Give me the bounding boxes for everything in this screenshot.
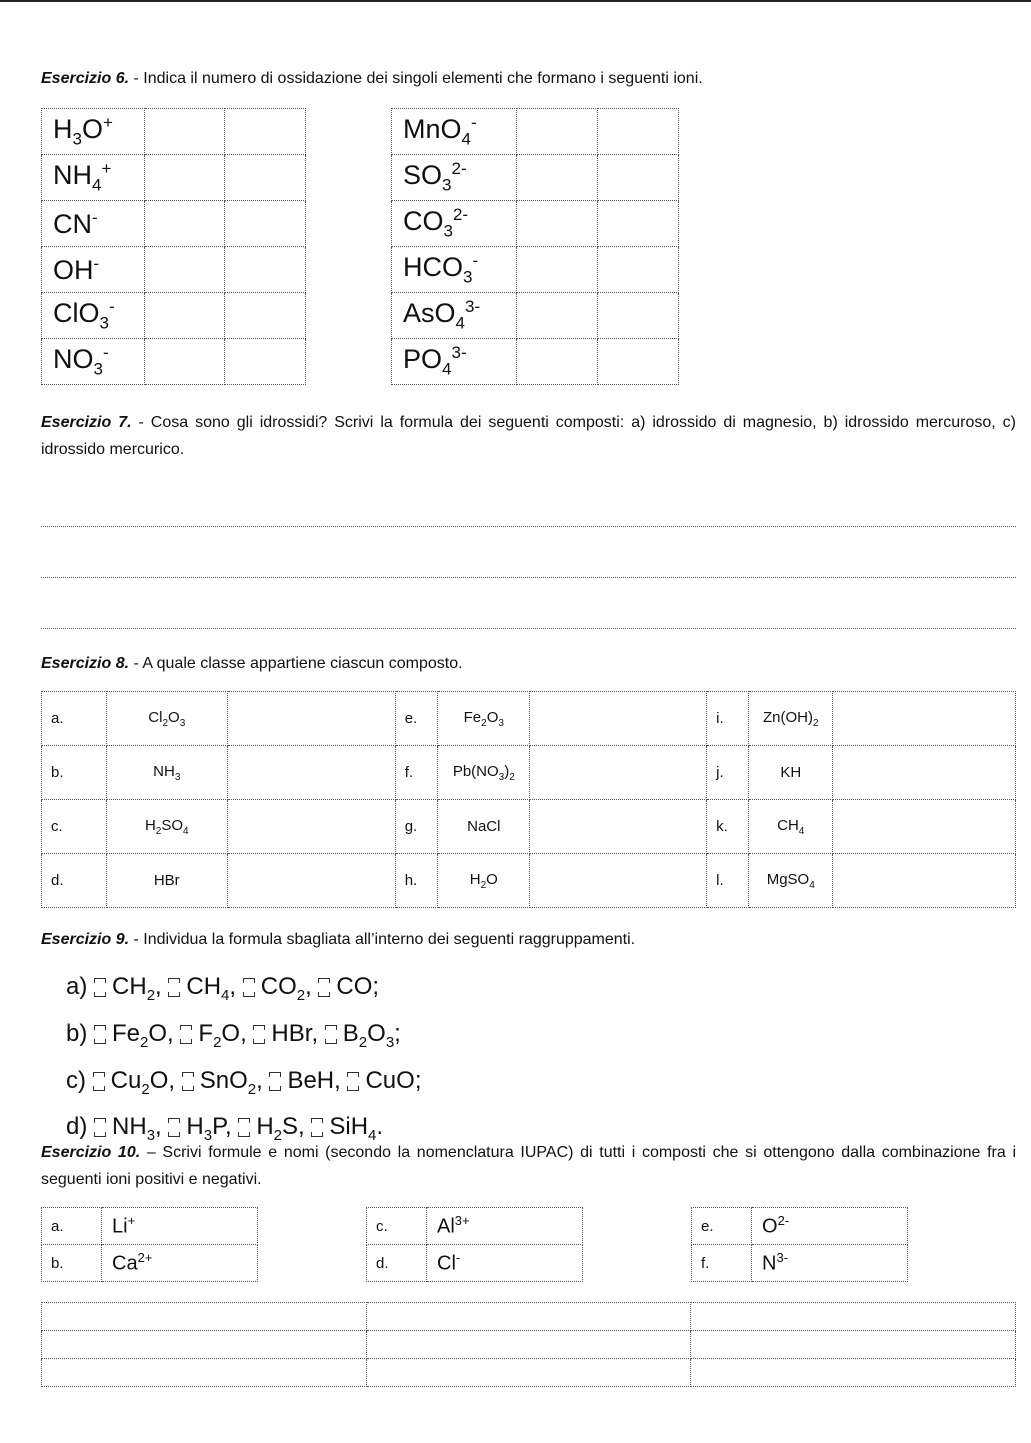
classification-table [41,691,1016,908]
answer-cell[interactable] [144,293,225,339]
formula-group: b) $Fe_2O$, $F_2O$, HBr, $B_2O_3$; [66,1019,401,1051]
item-letter: d. [42,854,107,908]
ion-formula-cell: AsO$_4^{3-}$ [392,293,517,339]
class-answer-cell[interactable] [530,854,707,908]
exercise-7-title: Esercizio 7. [41,414,132,431]
compound-formula: NaCl [438,800,530,854]
checkbox[interactable] [93,1072,105,1091]
formula-option: CO [336,973,373,1000]
exercise-7-heading [41,409,1016,463]
ion-formula-cell: $NO_3^-$ [42,339,145,385]
subscript: 3 [385,1033,395,1051]
formula-option: $Cu_2O$ [110,1066,169,1098]
ion-letter: b. [42,1245,102,1282]
checkbox[interactable] [180,1025,192,1044]
subscript: 2 [162,717,169,729]
top-border [0,0,1031,2]
exercise-6-title: Esercizio 6. [41,70,130,87]
class-answer-cell[interactable] [227,746,395,800]
answer-cell[interactable] [598,293,679,339]
oxidation-table-left [41,108,306,385]
subscript: 2 [155,825,162,837]
item-letter: l. [707,854,749,908]
ion-formula-cell: $SO_3^{2-}$ [392,155,517,201]
checkbox[interactable] [243,978,255,997]
charge-superscript: + [102,113,113,133]
formula-option: $CH_4$ [186,973,230,1004]
ion-symbol: $O^{2-}$ [752,1208,908,1245]
subscript: 3 [203,1127,213,1145]
answer-cell[interactable] [517,109,598,155]
answer-cell[interactable] [517,339,598,385]
answer-cell[interactable] [42,1359,367,1387]
answer-cell[interactable] [225,247,306,293]
answer-cell[interactable] [366,1303,691,1331]
answer-cell[interactable] [691,1331,1016,1359]
answer-table [41,1302,1016,1387]
subscript: 4 [183,825,189,837]
subscript: 2 [141,1080,150,1098]
ions-table-a [41,1207,258,1282]
formula-option: HBr [271,1019,312,1047]
oxidation-table-right [391,108,679,385]
subscript: 3 [463,267,473,287]
item-letter: b. [42,746,107,800]
answer-cell[interactable] [691,1303,1016,1331]
exercise-9-heading [41,926,635,953]
compound-formula: HBr [106,854,227,908]
exercise-10-heading [41,1139,1016,1193]
ion-formula-cell: $H_3O^+$ [42,109,145,155]
checkbox[interactable] [347,1072,359,1091]
exercise-8-heading [41,650,463,677]
formula-option: $CH_2$ [112,973,156,1004]
checkbox[interactable] [94,1025,106,1044]
checkbox[interactable] [94,978,106,997]
subscript: 3 [93,359,103,379]
charge-superscript: - [93,253,100,273]
formula-option: BeH [287,1066,335,1094]
subscript: 2 [481,717,487,729]
item-letter: i. [707,692,749,746]
formula-group: a) $CH_2$, $CH_4$, $CO_2$, CO; [66,973,380,1004]
answer-cell[interactable] [144,247,225,293]
class-answer-cell[interactable] [530,746,707,800]
subscript: 3 [443,221,453,241]
answer-cell[interactable] [144,201,225,247]
answer-line[interactable] [41,577,1016,579]
ion-letter: c. [367,1208,427,1245]
exercise-10-text: – Scrivi formule e nomi (secondo la nomenclatura IUPAC) di tutti i composti che si ottengono dalla combinazione fra i seguenti ioni positivi e negativi. [41,1144,1016,1188]
exercise-6-text: - Indica il numero di ossidazione dei singoli elementi che formano i seguenti ioni. [129,70,703,87]
answer-cell[interactable] [366,1331,691,1359]
charge-superscript: 2- [451,159,467,179]
compound-formula: $Cl_2O_3$ [106,692,227,746]
compound-formula: $Zn(OH)_2$ [749,692,833,746]
subscript: 4 [368,1127,377,1145]
class-answer-cell[interactable] [833,692,1016,746]
answer-cell[interactable] [225,109,306,155]
subscript: 2 [140,1033,149,1051]
answer-cell[interactable] [225,155,306,201]
answer-cell[interactable] [691,1359,1016,1387]
answer-cell[interactable] [598,339,679,385]
subscript: 4 [221,986,230,1004]
ion-symbol: $N^{3-}$ [752,1245,908,1282]
ion-formula-cell: $NH_4^+$ [42,155,145,201]
class-answer-cell[interactable] [530,692,707,746]
charge-superscript: 3- [451,343,467,363]
exercise-8-text: - A quale classe appartiene ciascun composto. [129,655,463,672]
ion-formula-cell: MnO$_4$- [392,109,517,155]
subscript: 3 [498,771,505,783]
formula-groups [66,968,422,1155]
subscript: 4 [809,879,815,891]
exercise-7-text: - Cosa sono gli idrossidi? Scrivi la formula dei seguenti composti: a) idrossido di magnesio, b) idrossido mercuroso, c) idrossido mercurico. [41,414,1017,458]
subscript: 2 [509,771,515,783]
ion-formula-cell: CN- [42,201,145,247]
ion-letter: f. [692,1245,752,1282]
item-letter: e. [395,692,437,746]
subscript: 2 [273,1127,283,1145]
checkbox[interactable] [168,978,180,997]
subscript: 2 [247,1080,257,1098]
subscript: 3 [72,129,82,149]
formula-option: $Fe_2O$ [112,1019,168,1051]
ion-letter: d. [367,1245,427,1282]
charge-superscript: 3- [464,297,481,317]
formula-option: $H_2S$ [256,1113,299,1145]
group-label: d) [66,1113,95,1141]
checkbox[interactable] [238,1118,250,1137]
charge-superscript: + [127,1213,136,1229]
answer-cell[interactable] [42,1331,367,1359]
formula-option: $CO_2$ [260,973,306,1004]
compound-formula: $Fe_2O_3$ [438,692,530,746]
exercise-9-title: Esercizio 9. [41,931,130,948]
ion-formula-cell: $PO_4^{3-}$ [392,339,517,385]
item-letter: f. [395,746,437,800]
group-label: a) [66,973,95,1000]
exercise-8-title: Esercizio 8. [41,655,130,672]
class-answer-cell[interactable] [227,854,395,908]
checkbox[interactable] [325,1025,337,1044]
answer-cell[interactable] [225,201,306,247]
exercise-9-text: - Individua la formula sbagliata all’interno dei seguenti raggruppamenti. [129,931,636,948]
ion-formula-cell: ClO$_3$- [42,293,145,339]
checkbox[interactable] [318,978,330,997]
ion-symbol: Li+ [102,1208,258,1245]
answer-cell[interactable] [517,155,598,201]
subscript: 2 [812,717,819,729]
exercise-10-title: Esercizio 10. [41,1144,141,1161]
subscript: 2 [146,986,156,1004]
answer-cell[interactable] [144,109,225,155]
ion-letter: e. [692,1208,752,1245]
charge-superscript: 2+ [137,1250,153,1266]
answer-cell[interactable] [598,247,679,293]
charge-superscript: - [108,297,115,317]
answer-cell[interactable] [42,1303,367,1331]
charge-superscript: - [472,251,479,271]
charge-superscript: + [101,159,112,179]
answer-line[interactable] [41,628,1016,630]
ion-symbol: $Al^{3+}$ [427,1208,583,1245]
class-answer-cell[interactable] [833,800,1016,854]
ion-formula-cell: $CO_3^{2-}$ [392,201,517,247]
charge-superscript: 3- [776,1250,789,1266]
charge-superscript: 2- [777,1213,790,1229]
exercise-6-heading [41,65,1001,92]
checkbox[interactable] [94,1118,106,1137]
answer-line[interactable] [41,526,1016,528]
group-label: c) [66,1066,93,1094]
charge-superscript: - [92,207,98,227]
class-answer-cell[interactable] [227,692,395,746]
answer-cell[interactable] [598,155,679,201]
subscript: 3 [99,313,109,333]
subscript: 4 [92,175,102,195]
formula-option: $NH_3$ [112,1113,156,1145]
compound-formula: MgSO$_4$ [749,854,833,908]
formula-group: d) $NH_3$, $H_3P$, $H_2S$, SiH$_4$. [66,1113,384,1145]
item-letter: c. [42,800,107,854]
formula-option: $F_2O$ [198,1019,241,1051]
checkbox[interactable] [269,1072,281,1091]
answer-cell[interactable] [517,201,598,247]
item-letter: j. [707,746,749,800]
checkbox[interactable] [253,1025,265,1044]
charge-superscript: - [455,1250,461,1266]
answer-cell[interactable] [144,339,225,385]
checkbox[interactable] [311,1118,323,1137]
ion-formula-cell: OH- [42,247,145,293]
class-answer-cell[interactable] [530,800,707,854]
item-letter: g. [395,800,437,854]
checkbox[interactable] [168,1118,180,1137]
item-letter: a. [42,692,107,746]
class-answer-cell[interactable] [833,746,1016,800]
compound-formula: $H_2SO_4$ [106,800,227,854]
formula-option: $B_2O_3$ [342,1019,395,1051]
answer-cell[interactable] [225,339,306,385]
subscript: 2 [296,986,306,1004]
ion-letter: a. [42,1208,102,1245]
ion-symbol: $Ca^{2+}$ [102,1245,258,1282]
class-answer-cell[interactable] [833,854,1016,908]
subscript: 3 [146,1127,156,1145]
answer-cell[interactable] [598,109,679,155]
item-letter: h. [395,854,437,908]
group-label: b) [66,1019,95,1047]
subscript: 2 [358,1033,368,1051]
subscript: 4 [455,313,465,333]
item-letter: k. [707,800,749,854]
charge-superscript: - [470,113,477,133]
formula-option: SiH$_4$ [329,1113,377,1145]
subscript: 3 [442,175,452,195]
compound-formula: $NH_3$ [106,746,227,800]
answer-cell[interactable] [225,293,306,339]
answer-cell[interactable] [144,155,225,201]
compound-formula: $CH_4$ [749,800,833,854]
subscript: 3 [498,717,504,729]
ions-table-c [691,1207,908,1282]
answer-cell[interactable] [517,247,598,293]
formula-option: SnO$_2$ [199,1066,257,1098]
ion-symbol: Cl- [427,1245,583,1282]
subscript: 3 [174,771,181,783]
answer-cell[interactable] [366,1359,691,1387]
charge-superscript: - [102,343,109,363]
subscript: 2 [213,1033,222,1051]
checkbox[interactable] [182,1072,194,1091]
class-answer-cell[interactable] [227,800,395,854]
charge-superscript: 3+ [454,1213,470,1229]
ion-formula-cell: $HCO_3^-$ [392,247,517,293]
formula-option: CuO [365,1066,415,1094]
subscript: 4 [798,825,805,837]
subscript: 2 [480,879,487,891]
subscript: 4 [442,359,452,379]
answer-cell[interactable] [598,201,679,247]
formula-group: c) $Cu_2O$, SnO$_2$, BeH, CuO; [66,1066,422,1098]
subscript: 4 [461,129,471,149]
subscript: 3 [179,717,186,729]
compound-formula: $H_2O$ [438,854,530,908]
compound-formula: KH [749,746,833,800]
charge-superscript: 2- [452,205,469,225]
formula-option: $H_3P$ [186,1113,225,1145]
compound-formula: $Pb(NO_3)_2$ [438,746,530,800]
ions-table-b [366,1207,583,1282]
answer-cell[interactable] [517,293,598,339]
